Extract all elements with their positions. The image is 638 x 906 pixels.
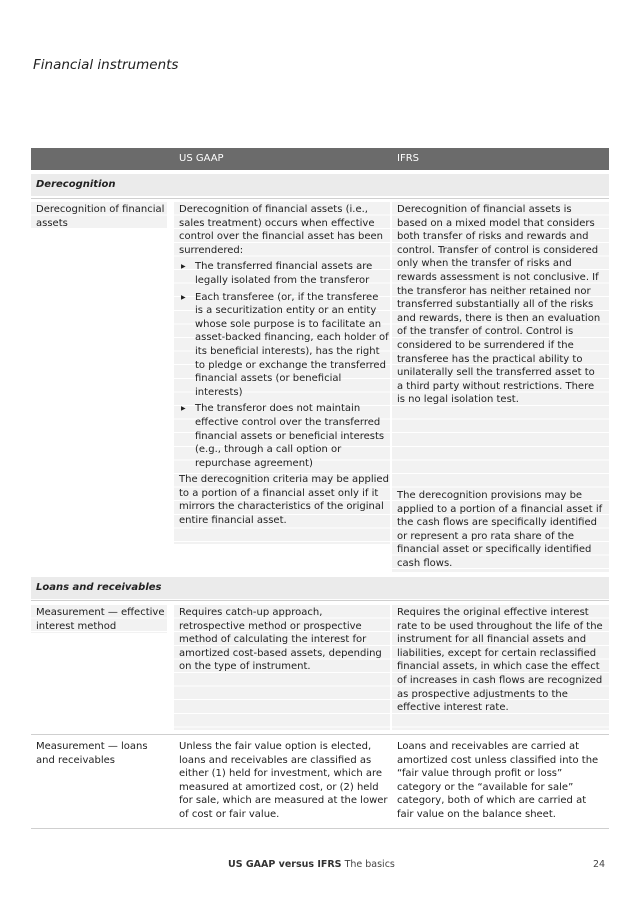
section-loans-label: Loans and receivables <box>36 582 162 593</box>
ifrs-derecognition-tail: The derecognition provisions may be applied to a portion of a financial asset if the cash flows are specifically identified or represent a pro rata share of the financial asset or specifically identified cash flows. <box>397 490 603 569</box>
ifrs-loans-receivables: Loans and receivables are carried at amortized cost unless classified into the “fair value through profit or loss” category or the “available for sale” category, both of which are carried at fair value on the balance sheet. <box>397 741 599 820</box>
row-label-loans-receivables: Measurement — loans and receivables <box>36 741 148 766</box>
divider <box>31 828 609 829</box>
section-derecognition <box>31 174 609 196</box>
header-us-gaap: US GAAP <box>179 153 224 164</box>
footer-title-rest: The basics <box>344 859 395 870</box>
row-label-effective-interest: Measurement — effective interest method <box>36 607 165 632</box>
section-derecognition-label: Derecognition <box>36 179 116 190</box>
gaap-derecognition-tail: The derecognition criteria may be applied to a portion of a financial asset only if it mirrors the characteristics of the original entire financial asset. <box>179 474 389 527</box>
bullet-item: ▶ The transferor does not maintain effective control over the transferred financial assets or beneficial interests (e.g., through a call option or repurchase agreement) <box>179 402 389 470</box>
divider <box>31 734 609 735</box>
gaap-derecognition-bullets <box>179 260 389 470</box>
bullet-item: ▶ Each transferee (or, if the transferee is a securitization entity or an entity whose sole purpose is to facilitate an asset-backed financing, each holder of its beneficial interests), has the right to pledge or exchange the transferred financial assets (or beneficial interests) <box>179 291 389 400</box>
page-number: 24 <box>593 859 606 870</box>
row-label-derecognition: Derecognition of financial assets <box>36 204 165 229</box>
gaap-derecognition-intro: Derecognition of financial assets (i.e., sales treatment) occurs when effective control over the financial asset has been surrendered: <box>179 204 384 256</box>
divider <box>31 600 609 601</box>
ifrs-effective-interest: Requires the original effective interest rate to be used throughout the life of the instrument for all financial assets and liabilities, except for certain reclassified financial assets, in which case the effect of increases in cash flows are recognized as prospective adjustments to the effective interest rate. <box>397 607 603 714</box>
footer-title-bold: US GAAP versus IFRS <box>228 859 342 870</box>
gaap-loans-receivables: Unless the fair value option is elected, loans and receivables are classified as either (1) held for investment, which are measured at amortized cost, or (2) held for sale, which are measured at the lower of cost or fair value. <box>179 741 388 820</box>
footer-title <box>228 859 395 870</box>
header-ifrs: IFRS <box>397 153 419 164</box>
ifrs-derecognition-main: Derecognition of financial assets is based on a mixed model that considers both transfer of risks and rewards and control. Transfer of control is considered only when the transfer of risks and rewards assessment is not conclusive. If the transferor has neither retained nor transferred substantially all of the risks and rewards, there is then an evaluation of the transfer of control. Control is considered to be surrendered if the transferee has the practical ability to unilaterally sell the transferred asset to a third party without restrictions. There is no legal isolation test. <box>397 204 601 406</box>
bullet-item: ▶ The transferred financial assets are legally isolated from the transferor <box>179 260 389 287</box>
section-loans-receivables <box>31 577 609 599</box>
table-header <box>31 148 609 170</box>
page-title: Financial instruments <box>33 57 179 73</box>
gaap-effective-interest: Requires catch-up approach, retrospective method or prospective method of calculating the interest for amortized cost-based assets, depending on the type of instrument. <box>179 607 382 673</box>
gaap-derecognition-cell <box>179 203 389 528</box>
divider <box>31 198 609 199</box>
